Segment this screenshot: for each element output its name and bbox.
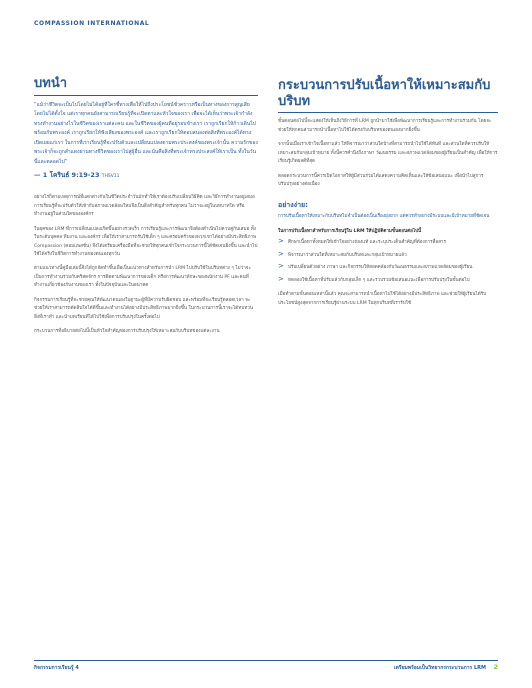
chevron-right-icon: >: [278, 237, 284, 246]
list-item: > ศึกษาเนื้อหาทั้งหมดให้เข้าใจอย่างถ่องแท้ และระบุประเด็นสำคัญที่ต้องการสื่อสาร: [278, 237, 446, 246]
section-title-process: กระบวนการปรับเนื้อหาให้เหมาะสมกับบริบท: [278, 78, 491, 109]
brand-header: COMPASSION INTERNATIONAL: [34, 20, 150, 27]
body-paragraph: อย่างไรก็ตามเหตุการณ์ที่แตกต่างกันในชีวิตประจำวันมักทำให้เราต้องปรับเปลี่ยนวิธีคิด และวิธีการทำงานอยู่เสมอ การเรียนรู้ที่จะปรับตัวให้เข้ากับสภาพแวดล้อมใหม่จึงเป็นสิ่งสำคัญสำหรับทุกคน ไม่ว่าจะอยู่ในบทบาทใด หรือทำงานอยู่ในส่วนใดขององค์กร: [34, 195, 255, 218]
footer-document-title: เตรียมพร้อมเป็นวิทยากรกระบวนการ LRM: [393, 665, 486, 671]
right-column: [278, 78, 498, 314]
title-divider: [34, 95, 258, 96]
closing-paragraph: เมื่อทำตามขั้นตอนเหล่านี้แล้ว คุณจะสามารถนำเนื้อหาไปใช้ได้อย่างมีประสิทธิภาพ และช่วยให้ผู้เรียนได้รับประโยชน์สูงสุดจากการเรียนรู้ผ่านระบบ LRM ในทุกบริบทที่เรารับใช้: [278, 292, 487, 306]
list-item: > ทดลองใช้เนื้อหาที่ปรับแล้วกับกลุ่มเล็ก ๆ และรวบรวมข้อเสนอแนะเพื่อการปรับปรุงในขั้นต่อไป: [278, 274, 470, 283]
intro-paragraph: ตลอดกระบวนการนี้ควรเปิดโอกาสให้ผู้มีส่วนร่วมได้แสดงความคิดเห็นและให้ข้อเสนอแนะ เพื่อนำไปสู่การปรับปรุงอย่างต่อเนื่อง: [278, 173, 484, 188]
citation-translation: THSV11: [101, 174, 120, 180]
steps-list: [278, 239, 498, 285]
title-divider: [278, 112, 498, 113]
page-footer: [34, 660, 498, 676]
body-paragraph: กิจกรรมการเรียนรู้ที่จะช่วยคุณให้พัฒนาตนเองในฐานะผู้ที่มีความรับผิดชอบ และพร้อมที่จะเรียนรู้ตลอดเวลา จะช่วยให้เราสามารถตัดสินใจได้ดีขึ้นและทำงานได้อย่างมีประสิทธิภาพมากยิ่งขึ้น ในกระบวนการนี้เราจะได้ทบทวนสิ่งที่เราทำ และนำบทเรียนที่ได้ไปใช้เพื่อการปรับปรุงในครั้งต่อไป: [34, 297, 253, 320]
left-column: [34, 76, 258, 343]
page-number: 2: [493, 663, 498, 671]
chevron-right-icon: >: [278, 262, 284, 271]
scripture-quote: “แม้ว่าชีวิตจะเป็นไปโดยไม่ได้อยู่ที่ใครชี้ทางเพื่อให้ไปถึงประโยชน์ชั่วคราวหรือเป็นทางของการสูญเสียโดยไม่ได้ตั้งใจ แต่เราทุกคนยังสามารถเรียนรู้ที่จะเปิดตาและหัวใจของเรา เพื่อจะได้เห็นว่าพระเจ้ากำลังทรงทำงานอย่างไรในชีวิตของเราแต่ละคน และในชีวิตของผู้คนที่อยู่รอบข้างเรา เราถูกเรียกให้ก้าวเดินไปพร้อมกับพระองค์ เราถูกเรียกให้ฟังเสียงของพระองค์ และเราถูกเรียกให้ตอบสนองต่อสิ่งที่พระองค์ได้ทรงเปิดเผยแก่เรา ในการที่เราเรียนรู้ที่จะปรับตัวและเปลี่ยนแปลงตามพระประสงค์ของพระเจ้านั้น ความรักของพระเจ้าก็จะถูกสำแดงผ่านทางชีวิตของเราไปสู่ผู้อื่น และนั่นคือสิ่งที่พระเจ้าทรงประสงค์ให้เราเป็น ทั้งในวันนี้และตลอดไป”: [34, 101, 258, 165]
footer-activity-label: กิจกรรมการเรียนรู้ 4: [34, 665, 79, 671]
subheading-simple: อย่างง่าย:: [278, 200, 308, 209]
section-title-intro: บทนำ: [34, 76, 68, 91]
body-paragraph: กระบวนการที่อธิบายต่อไปนี้เป็นหัวใจสำคัญของการปรับปรุงให้เหมาะสมกับบริบทของแต่ละงาน: [34, 329, 220, 335]
intro-paragraph: จากนั้นเมื่อเราเข้าใจเนื้อหาแล้ว ให้พิจารณาว่าส่วนใดบ้างที่สามารถนำไปใช้ได้ทันที และส่วนใดที่ควรปรับให้เหมาะสมกับกลุ่มเป้าหมาย ทั้งนี้ควรคำนึงถึงภาษา วัฒนธรรม และสภาพแวดล้อมของผู้เรียนเป็นสำคัญ เพื่อให้การเรียนรู้เกิดผลดีที่สุด: [278, 142, 498, 165]
list-item: > พิจารณาว่าส่วนใดที่เหมาะสมกับบริบทและกลุ่มเป้าหมายแล้ว: [278, 249, 407, 258]
steps-lead: ในการปรับเนื้อหาสำหรับการเรียนรู้ใน LRM ให้ปฏิบัติตามขั้นตอนต่อไปนี้: [278, 228, 422, 234]
list-item: > ปรับเปลี่ยนตัวอย่าง ภาษา และกิจกรรมให้สอดคล้องกับวัฒนธรรมและสภาพแวดล้อมของผู้เรียน: [278, 262, 473, 271]
chevron-right-icon: >: [278, 274, 284, 283]
body-paragraph: ในยุคของ LRM ที่การเปลี่ยนแปลงเกิดขึ้นอย่างรวดเร็ว การเรียนรู้และการพัฒนาจึงต้องดำเนินไปควบคู่กันเสมอ ทั้งในระดับบุคคล ทีมงาน และองค์กร เพื่อให้เราสามารถรับใช้เด็ก ๆ และครอบครัวของพวกเขาได้อย่างมีประสิทธิภาพ Compassion (คอมแพสชั่น) จึงได้เตรียมเครื่องมือที่จะช่วยให้ทุกคนเข้าใจกระบวนการนี้ได้ชัดเจนยิ่งขึ้น และนำไปใช้ได้จริงในชีวิตการทำงานของตนเองทุกวัน: [34, 226, 258, 257]
scripture-citation: [34, 170, 258, 180]
intro-paragraph: ขั้นตอนต่อไปนี้จะแสดงให้เห็นถึงวิธีการที่ LRM ถูกนำมาใช้เพื่อพัฒนาการเรียนรู้และการทำงานร่วมกัน โดยจะช่วยให้ทุกคนสามารถนำเนื้อหาไปใช้ได้ตรงกับบริบทของตนเองมากยิ่งขึ้น: [278, 119, 492, 133]
citation-reference: — 1 โครินธ์ 9:19-23: [34, 171, 100, 180]
chevron-right-icon: >: [278, 249, 284, 258]
body-paragraph: ตามแนวทางนี้คู่มือเล่มนี้จึงได้ถูกจัดทำขึ้นเพื่อเป็นแนวทางสำหรับการนำ LRM ไปปรับใช้ในบริบทต่าง ๆ ไม่ว่าจะเป็นการทำงานร่วมกับคริสตจักร การติดตามพัฒนาการของเด็ก หรือการพัฒนาทักษะของพนักงาน PF และคนที่ทำงานเกี่ยวข้องกับงานของเรา ทั้งในปัจจุบันและในอนาคต: [34, 266, 251, 289]
subheading-description: การปรับเนื้อหาให้เหมาะกับบริบทไม่จำเป็นต้องเป็นเรื่องยุ่งยาก แต่ควรทำอย่างมีระบบและมีเป้าหมายที่ชัดเจน: [278, 213, 490, 219]
